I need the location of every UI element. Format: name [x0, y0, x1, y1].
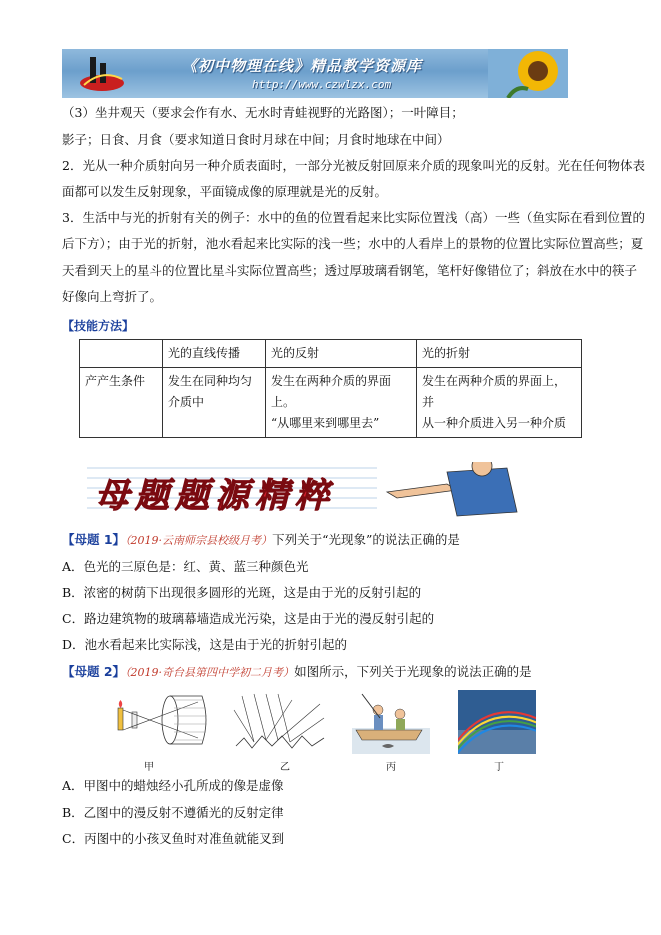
- table-header-row: [80, 340, 582, 368]
- text-line: 后下方）；由于光的折射，池水看起来比实际的浅一些；水中的人看岸上的景物的位置比实际位置高些；夏: [62, 236, 644, 251]
- table-header-cell: 光的折射: [417, 340, 582, 368]
- pinhole-camera-figure: [112, 690, 212, 754]
- text-line: 面都可以发生反射现象，平面镜成像的原理就是光的反射。: [62, 184, 388, 199]
- figure-caption: 乙: [280, 762, 290, 773]
- banner-url: http://www.czwlzx.com: [252, 78, 392, 91]
- text-line: 2．光从一种介质射向另一种介质表面时，一部分光被反射回原来介质的现象叫光的反射。光在任何物体表: [62, 158, 645, 173]
- option-line: A．色光的三原色是：红、黄、蓝三种颜色光: [62, 559, 309, 574]
- table-header-cell: [80, 340, 163, 368]
- sunflower-icon: [488, 49, 568, 98]
- question-source: （2019·云南师宗县校级月考）: [125, 534, 273, 547]
- option-line: C．丙图中的小孩叉鱼时对准鱼就能叉到: [62, 831, 285, 846]
- table-row-label: 产产生条件: [80, 368, 163, 438]
- text-line: （3）坐井观天（要求会作有水、无水时青蛙视野的光路图）；一叶障目；: [62, 105, 464, 120]
- section-label-skills: 【技能方法】: [62, 319, 135, 333]
- rainbow-figure: [458, 690, 536, 754]
- header-banner: [62, 49, 568, 98]
- cell-line: “从哪里来到哪里去”: [271, 416, 380, 430]
- banner-title: 《初中物理在线》精品教学资源库: [182, 57, 423, 75]
- section-banner-title: 母题题源精粹: [95, 476, 335, 516]
- question-label: 【母题 2】: [62, 664, 126, 679]
- option-line: C．路边建筑物的玻璃幕墙造成光污染，这是由于光的漫反射引起的: [62, 611, 435, 626]
- question-1-header: [62, 531, 460, 550]
- skill-table: [79, 339, 582, 438]
- cell-line: 从一种介质进入另一种介质: [422, 416, 567, 430]
- text-line: 3．生活中与光的折射有关的例子：水中的鱼的位置看起来比实际位置浅（高）一些（鱼实际在看到位置的: [62, 210, 645, 225]
- option-line: D．池水看起来比实际浅，这是由于光的折射引起的: [62, 637, 348, 652]
- text-line: 好像向上弯折了。: [62, 289, 163, 304]
- cell-line: 发生在两种介质的界面上，并: [422, 374, 567, 409]
- site-logo-icon: [62, 49, 132, 98]
- table-header-cell: 光的直线传播: [163, 340, 266, 368]
- figure-caption: 甲: [144, 762, 154, 773]
- question-stem: 如图所示，下列关于光现象的说法正确的是: [294, 664, 532, 679]
- question-source: （2019·奇台县第四中学初二月考）: [125, 666, 295, 679]
- section-banner: [87, 462, 529, 520]
- spear-fishing-figure: [352, 690, 430, 754]
- cell-line: 介质中: [168, 395, 205, 409]
- figure-caption: 丙: [386, 762, 396, 773]
- table-header-cell: 光的反射: [266, 340, 417, 368]
- option-line: B．浓密的树荫下出现很多圆形的光斑，这是由于光的反射引起的: [62, 585, 422, 600]
- table-cell: [163, 368, 266, 438]
- figure-caption: 丁: [494, 762, 504, 773]
- table-row: [80, 368, 582, 438]
- cell-line: 发生在同种均匀: [168, 374, 253, 388]
- option-line: B．乙图中的漫反射不遵循光的反射定律: [62, 805, 284, 820]
- cell-line: 发生在两种介质的界面上。: [271, 374, 392, 409]
- question-stem: 下列关于“光现象”的说法正确的是: [272, 532, 460, 547]
- table-cell: [417, 368, 582, 438]
- text-line: 天看到天上的星斗的位置比星斗实际位置高些；透过厚玻璃看钢笔，笔杆好像错位了；斜放在水中的筷子: [62, 263, 638, 278]
- option-line: A．甲图中的蜡烛经小孔所成的像是虚像: [62, 778, 284, 793]
- text-line: 影子；日食、月食（要求知道日食时月球在中间；月食时地球在中间）: [62, 132, 450, 147]
- question-label: 【母题 1】: [62, 532, 126, 547]
- question-2-header: [62, 663, 532, 682]
- table-cell: [266, 368, 417, 438]
- diffuse-reflection-figure: [232, 690, 328, 754]
